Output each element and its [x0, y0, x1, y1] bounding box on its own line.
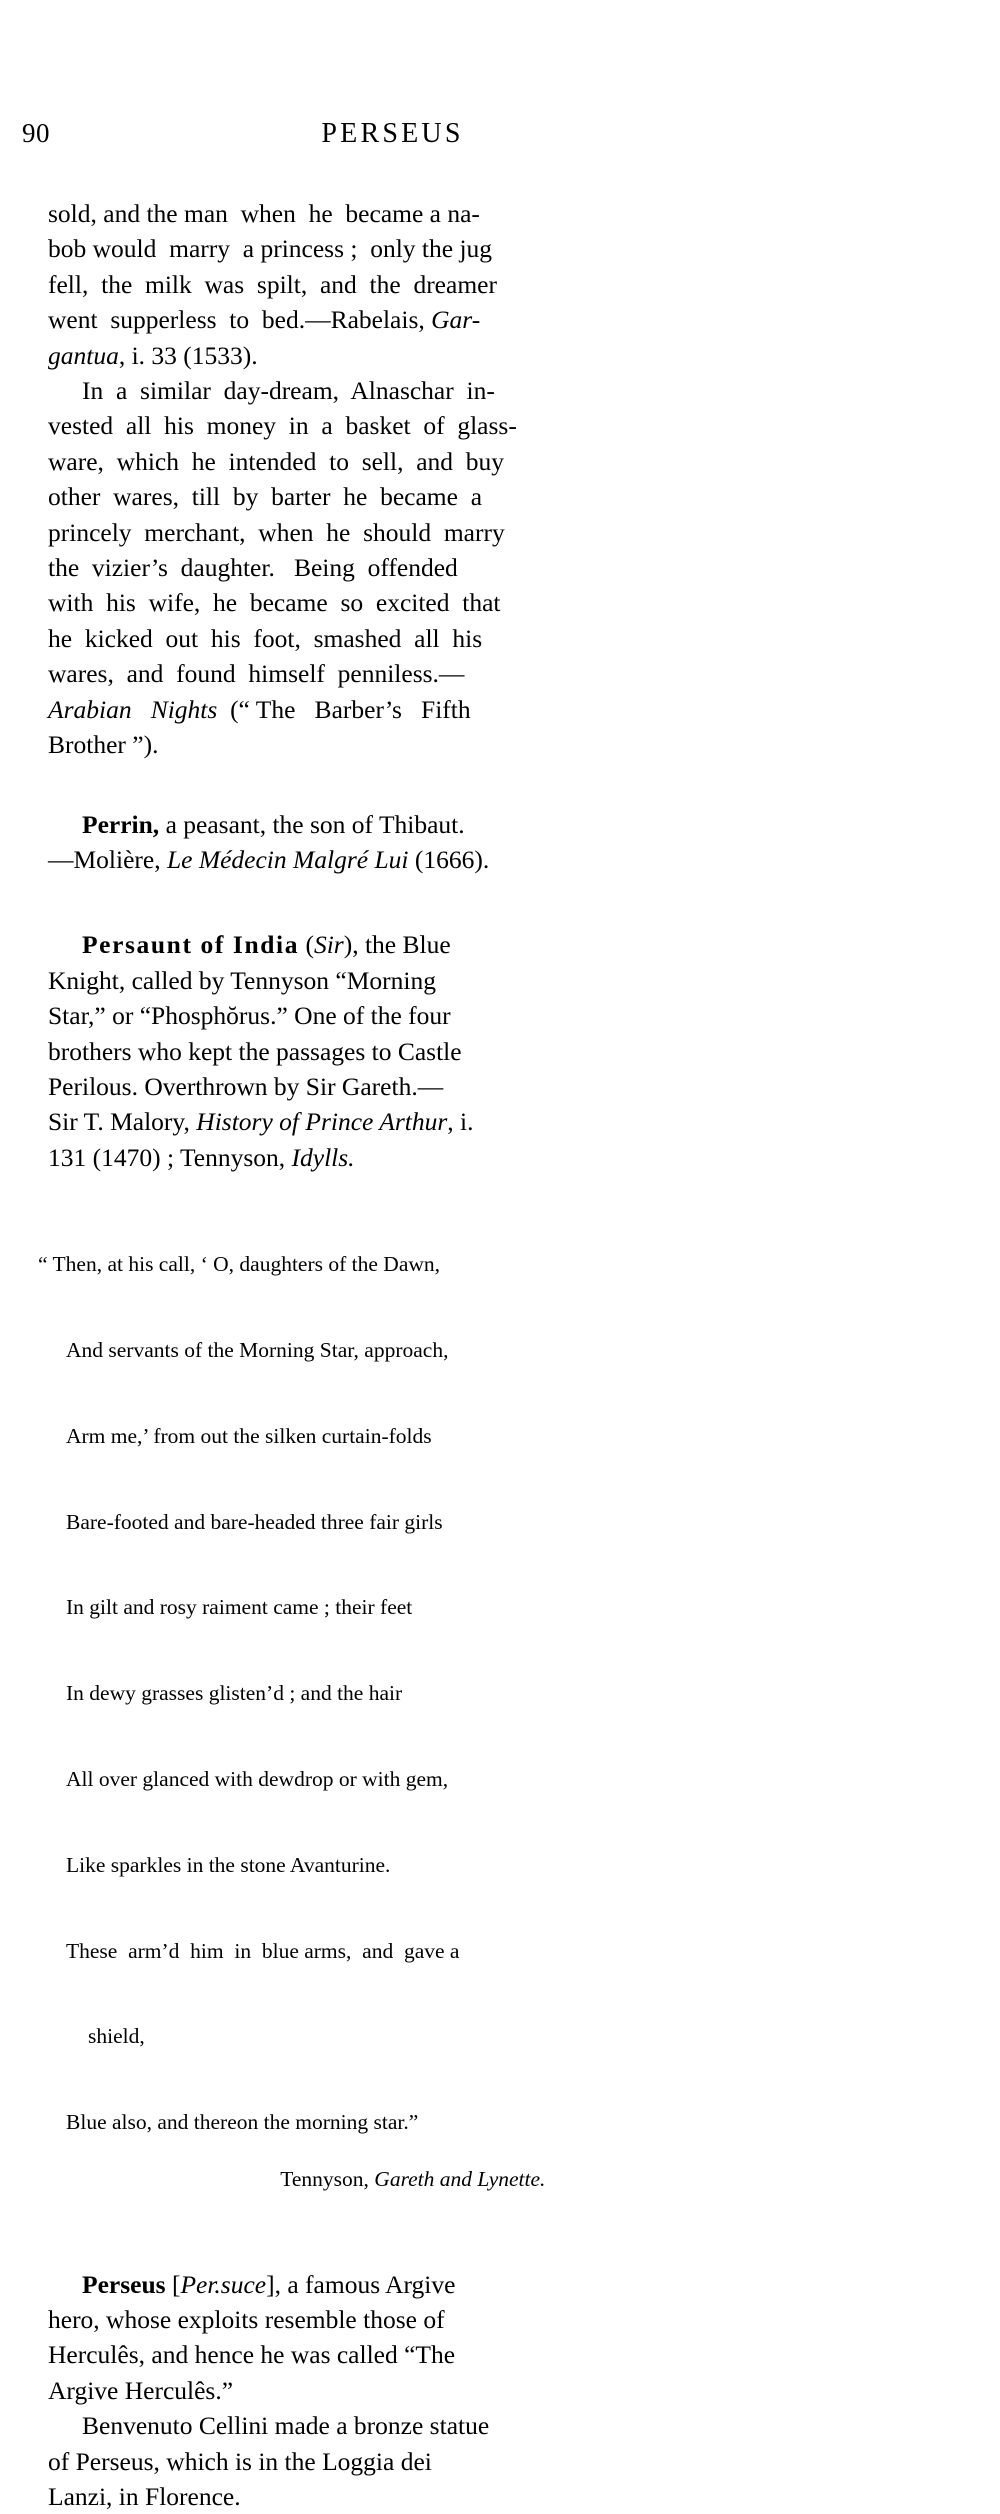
paragraph-cellini [48, 2408, 770, 2514]
verse-line: All over glanced with dewdrop or with gem, [66, 1767, 449, 1792]
entry-perseus [48, 2267, 770, 2409]
paragraph-cellini-line1: Benvenuto Cellini made a bronze statue [82, 2411, 490, 2441]
verse-line: “ Then, at his call, ‘ O, daughters of the Dawn, [38, 1252, 441, 1277]
spacer [48, 763, 770, 807]
verse-line: Like sparkles in the stone Avanturine. [66, 1852, 391, 1877]
entry-persaunt-sir: Sir [313, 930, 344, 960]
entry-perseus-line2: hero, whose exploits resemble those of [48, 2304, 445, 2334]
verse-attribution-title: Gareth and Lynette. [374, 2167, 546, 2192]
verse-line: These arm’d him in blue arms, and gave a [66, 1938, 460, 1963]
verse-line: Arm me,’ from out the silken curtain-folds [66, 1423, 432, 1448]
spacer [48, 2223, 770, 2267]
paragraph-alnaschar [48, 373, 770, 762]
verse-attribution-author: Tennyson, [280, 2167, 375, 2192]
verse-line: Blue also, and thereon the morning star.” [66, 2110, 419, 2135]
entry-perseus-line4: Argive Herculês.” [48, 2375, 234, 2405]
entry-persaunt-line4: brothers who kept the passages to Castle [48, 1036, 462, 1066]
entry-persaunt-line1-rest: ), the Blue [343, 930, 451, 960]
entry-persaunt-line3: Star,” or “Phosphŏrus.” One of the four [48, 1001, 451, 1031]
verse-line: And servants of the Morning Star, approach, [66, 1338, 449, 1363]
text-column [38, 196, 770, 2514]
entry-perseus-headword: Perseus [82, 2269, 166, 2299]
entry-perseus-line3: Herculês, and hence he was called “The [48, 2340, 456, 2370]
entry-persaunt-line6-post: , i. [447, 1107, 474, 1137]
entry-persaunt-line2: Knight, called by Tennyson “Morning [48, 965, 436, 995]
entry-perrin-source-title: Le Médecin Malgré Lui [166, 844, 409, 874]
entry-persaunt-line6-pre: Sir T. Malory, [48, 1107, 197, 1137]
title-gargantua: Gar- gantua [48, 305, 481, 370]
paragraph-cellini-line3: Lanzi, in Florence. [48, 2481, 241, 2511]
title-arabian-nights: Arabian Nights [48, 694, 218, 724]
entry-persaunt-headword: Persaunt of India [82, 930, 300, 960]
paragraph-cellini-line2: of Perseus, which is in the Loggia dei [48, 2446, 432, 2476]
entry-persaunt-source-title: History of Prince Arthur [196, 1107, 448, 1137]
verse-quotation-gareth [38, 1193, 770, 2222]
verse-line: In dewy grasses glisten’d ; and the hair [66, 1681, 403, 1706]
verse-attribution [80, 2167, 545, 2191]
entry-persaunt-source-idylls: Idylls. [291, 1142, 355, 1172]
entry-persaunt-paren-open: ( [299, 930, 314, 960]
running-title: PERSEUS [321, 118, 464, 149]
verse-line: In gilt and rosy raiment came ; their feet [66, 1595, 413, 1620]
paragraph-nabob-text: sold, and the man when he became a na- bob would marry a princess ; only the jug fell, the milk was spilt, and the dreamer went supperless to bed.—Rabelais, Gar- gantua, i. 33 (1533). [48, 199, 497, 370]
spacer [48, 1175, 770, 1193]
paragraph-alnaschar-text: In a similar day-dream, Alnaschar in- vested all his money in a basket of glass- ware, which he intended to sell, and buy other wares, till by barter he became a princely merchant, when he should marry the vizier’s daughter. Being offended with his wife, he became so excited that he kicked out his foot, smashed all his wares, and found himself penniless.— Arabian Nights (“ The Barber’s Fifth Brother ”). [48, 376, 517, 760]
entry-perrin-source-post: (1666). [408, 844, 490, 874]
entry-perrin-text: a peasant, the son of Thibaut. [159, 809, 465, 839]
entry-perrin-source-pre: —Molière, [48, 844, 167, 874]
entry-perrin [48, 807, 770, 878]
running-head [0, 118, 1000, 158]
verse-line: Bare-footed and bare-headed three fair girls [66, 1509, 443, 1534]
verse-line: shield, [88, 2024, 145, 2049]
entry-perrin-headword: Perrin, [82, 809, 160, 839]
page-number: 90 [22, 118, 50, 148]
entry-persaunt-line5: Perilous. Overthrown by Sir Gareth.— [48, 1071, 444, 1101]
spacer [48, 877, 770, 927]
entry-perseus-line1-rest: ], a famous Argive [266, 2269, 456, 2299]
entry-perseus-pron-open: [ [165, 2269, 181, 2299]
entry-perseus-pronunciation: Per.suce [180, 2269, 267, 2299]
paragraph-nabob [48, 196, 770, 373]
entry-persaunt [48, 927, 770, 1175]
entry-persaunt-line7-pre: 131 (1470) ; Tennyson, [48, 1142, 292, 1172]
